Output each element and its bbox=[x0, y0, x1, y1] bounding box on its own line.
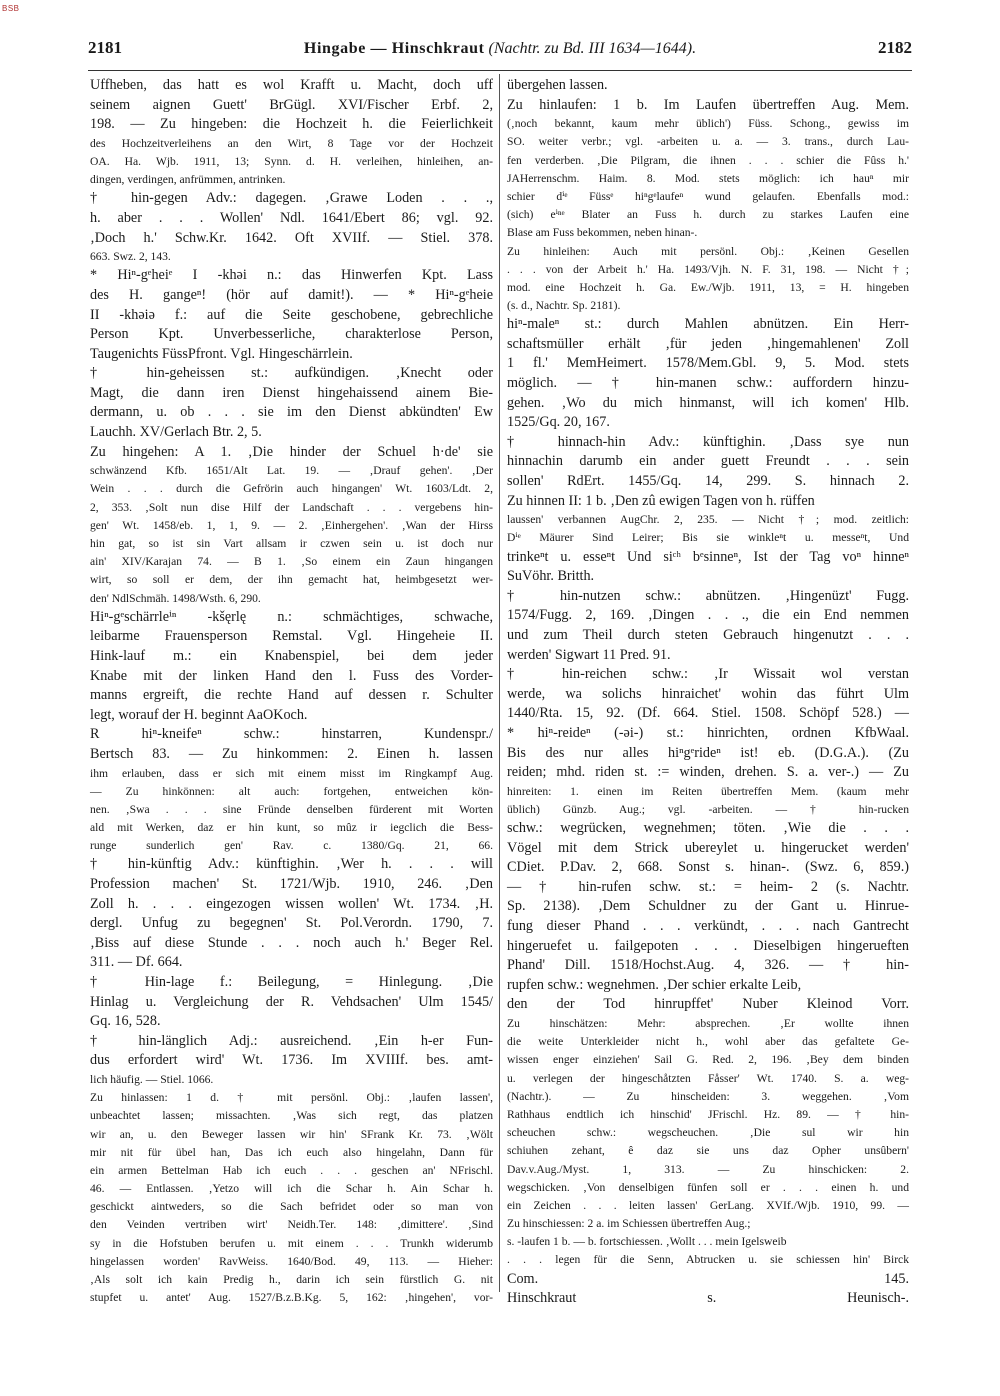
text-line: . . . legen für die Senn, Abtrucken u. sie schiessen hin' Birck bbox=[507, 1253, 909, 1267]
text-line: OA. Ha. Wjb. 1911, 13; Synn. d. H. verleihen, hinleihen, an- bbox=[90, 154, 493, 168]
text-line: Bis des nur alles hiⁿgᵉrideⁿ ist! eb. (D.G.A.). (Zu bbox=[507, 744, 909, 761]
page-number-right: 2182 bbox=[878, 38, 912, 57]
text-line: übergehen lassen. bbox=[507, 77, 608, 93]
text-line: den Veinden vertriben wirt' Neidh.Ter. 148: ‚dimittere'. ‚Sind bbox=[90, 1218, 493, 1232]
text-line: Wein . . . durch die Gefrörin auch hingangen' Wt. 1603/Ldt. 2, bbox=[90, 482, 493, 496]
text-line: hiⁿ-maleⁿ st.: durch Mahlen abnützen. Ein Herr- bbox=[507, 316, 909, 333]
text-line: ‚Als solt ich kain Predig h., darin ich sein fürstlich G. nit bbox=[90, 1273, 493, 1287]
text-line: Dⁱᵉ Mäurer Sind Leirer; Bis sie winkleⁿt u. messeⁿt, Und bbox=[507, 531, 909, 545]
text-line: dus erfordert wird' Wt. 1736. Im XVIIIf. bes. amt- bbox=[90, 1052, 493, 1069]
text-line: unbeachtet lassen; missachten. ‚Was sich regt, das platzen bbox=[90, 1109, 493, 1123]
text-line: Zu hinnen II: 1 b. ‚Den zû ewigen Tagen von h. rüffen bbox=[507, 492, 815, 509]
text-line: Uffheben, das hatt es wol Krafft u. Macht, doch uff bbox=[90, 77, 493, 93]
text-line: SO. weiter verbr.; vgl. -arbeiten u. a. — 3. trans., durch Lau- bbox=[507, 135, 909, 149]
text-line: des Hochzeitverleihens an den Wirt, 8 Tage vor der Hochzeit bbox=[90, 136, 493, 150]
text-line: ‚Biss auf diese Stunde . . . noch auch h.' Beger Rel. bbox=[90, 934, 493, 951]
text-line: Gq. 16, 528. bbox=[90, 1013, 161, 1030]
text-line: stupfet u. antet' Aug. 1527/B.z.B.Kg. 5, 162: ‚hingehen', vor- bbox=[90, 1291, 493, 1305]
text-line: s. -laufen 1 b. — b. fortschiessen. ‚Wollt . . . mein Igelsweib bbox=[507, 1235, 787, 1249]
text-line: — Zu hinkönnen: alt auch: fortgehen, entweichen kön- bbox=[90, 784, 493, 798]
text-line: Phand' Dill. 1518/Hochst.Aug. 4, 326. — † hin- bbox=[507, 957, 909, 974]
text-line: wegschicken. ‚Von denselbigen fünfen soll er . . . einen h. und bbox=[507, 1180, 909, 1194]
text-line: Zu hinschätzen: Mehr: absprechen. ‚Er wollte ihnen bbox=[507, 1017, 909, 1030]
text-line: fung dieser Phand . . . verkündt, . . . nach Gantrecht bbox=[507, 918, 909, 935]
text-line: manns ergreift, die rechte Hand auf dessen r. Schulter bbox=[90, 687, 493, 704]
running-title bbox=[304, 40, 696, 58]
library-stamp: BSB bbox=[2, 4, 20, 13]
text-line: † hin-reichen schw.: ‚Ir Wissait wol verstan bbox=[507, 666, 909, 683]
left-column bbox=[90, 76, 493, 1305]
text-line: schier dⁱᵉ Füssᵉ hiⁿgᵉlaufeⁿ wund gelaufen. Ebenfalls mod.: bbox=[507, 189, 909, 203]
text-line: 663. Swz. 2, 143. bbox=[90, 250, 171, 264]
text-line: sy in die Hofstuben berufen u. mit einem . . . Trunkh widerumb bbox=[90, 1236, 493, 1250]
text-line: werde, wa solichs hinraichet' wohin das führt Ulm bbox=[507, 685, 909, 702]
text-line: Taugenichts FüssPfront. Vgl. Hingeschärrlein. bbox=[90, 345, 353, 362]
text-line: Zoll h. . . . eingezogen wissen wollen' Wt. 1734. ‚H. bbox=[90, 895, 493, 912]
text-line: ‚Doch h.' Schw.Kr. 1642. Oft XVIIf. — Stiel. 378. bbox=[90, 229, 493, 246]
right-column bbox=[507, 76, 909, 1307]
text-line: 198. — Zu hingeben: die Hochzeit h. die Feierlichkeit bbox=[90, 116, 493, 133]
column-divider bbox=[499, 74, 500, 1292]
text-line: ein Zeichen . . . leiten lassen' GerLang. XVIf./Wjb. 1910, 99. — bbox=[507, 1198, 909, 1212]
text-line: Sp. 2138). ‚Dem Schuldner zu der Gant u. Hinrue- bbox=[507, 898, 909, 915]
text-line: (‚noch bekannt, kaum mehr üblich') Füss. Schong., gewiss im bbox=[507, 117, 909, 131]
text-line: den der Tod hinrupffet' Nuber Kleinod Vorr. bbox=[507, 996, 909, 1013]
text-line: Vögel mit dem Strick ubereylet u. hingerucket werden' bbox=[507, 839, 909, 856]
text-line: u. verlegen der hingeschåtzten Fåsser' Wt. 1740. S. a. weg- bbox=[507, 1071, 909, 1085]
text-line: Magt, die dann iren Dienst hingehaissend ainem Bie- bbox=[90, 384, 493, 401]
text-line: mod. eine Hochzeit h. Ga. Ew./Wjb. 1911, 13, = H. hingeben bbox=[507, 280, 909, 294]
text-line: mir nit für übel han, Das ich euch also hingelahn, Dann für bbox=[90, 1145, 493, 1159]
text-line: hingelassen worden' RavWeiss. 1640/Bod. 49, 113. — Hieher: bbox=[90, 1254, 493, 1268]
text-line: hinreiten: 1. einen im Reiten übertreffen Mem. (kaum mehr bbox=[507, 784, 909, 798]
page-header bbox=[88, 38, 912, 66]
text-line: * hiⁿ-reideⁿ (-əi-) st.: hinrichten, ordnen KfbWaal. bbox=[507, 724, 909, 741]
text-line: Bertsch 83. — Zu hinkommen: 2. Einen h. lassen bbox=[90, 745, 493, 762]
text-line: werden' Sigwart 11 Pred. 91. bbox=[507, 646, 671, 663]
text-line: lich häufig. — Stiel. 1066. bbox=[90, 1072, 214, 1086]
text-line: legt, worauf der H. beginnt AaOKoch. bbox=[90, 706, 308, 723]
text-line: Rathhaus endtlich ich hinschid' JFrischl. Hz. 89. — † hin- bbox=[507, 1107, 909, 1121]
text-line: † hin-gegen Adv.: dagegen. ‚Grawe Loden . . ., bbox=[90, 190, 493, 207]
text-line: hingeruefet u. failgepoten . . . Dieselbigen hingerueften bbox=[507, 937, 909, 954]
text-line: Hinlag u. Vergleichung der R. Vehdsachen' Ulm 1545/ bbox=[90, 993, 493, 1010]
text-line: hinnachin darumb ein ander guett Freundt . . . sein bbox=[507, 453, 909, 470]
text-line: runge sunderlich gen' Rav. c. 1380/Gq. 21, 66. bbox=[90, 839, 493, 853]
text-line: † hin-geheissen st.: aufkündigen. ‚Knecht oder bbox=[90, 365, 493, 382]
text-line: † Hin-lage f.: Beilegung, = Hinlegung. ‚Die bbox=[90, 974, 493, 990]
text-line: schiuhen zehant, ê daz sie uns daz Opher unsûbern' bbox=[507, 1144, 909, 1158]
page-number-left: 2181 bbox=[88, 38, 122, 57]
text-line: wir an, u. den Beweger lassen wir hin' SFrank Kr. 73. ‚Wölt bbox=[90, 1127, 493, 1141]
text-line: geschickt aintweders, so die Sach befridet oder so man von bbox=[90, 1200, 493, 1214]
text-line: 311. — Df. 664. bbox=[90, 954, 183, 971]
text-line: reiden; mhd. riden st. := winden, drehen. S. a. ver-.) — Zu bbox=[507, 764, 909, 781]
text-line: rupfen schw.: wegnehmen. ‚Der schier erkalte Leib, bbox=[507, 976, 802, 993]
text-line: † hin-nutzen schw.: abnützen. ‚Hingenüzt' Fugg. bbox=[507, 587, 909, 604]
text-line: leibarme Frauensperson Remstal. Vgl. Hingeheie II. bbox=[90, 628, 493, 645]
text-line: üblich) Günzb. Aug.; vgl. -arbeiten. — † hin-rucken bbox=[507, 802, 909, 816]
text-line: † hinnach-hin Adv.: künftighin. ‚Dass sye nun bbox=[507, 433, 909, 450]
text-line: † hin-länglich Adj.: ausreichend. ‚Ein h-er Fun- bbox=[90, 1032, 493, 1049]
text-line: Knabe mit der linken Hand den l. Fuss des Vorder- bbox=[90, 667, 493, 684]
text-line: 1574/Fugg. 2, 169. ‚Dingen . . ., die ein End nemmen bbox=[507, 607, 909, 624]
text-line: h. aber . . . Wollen' Ndl. 1641/Ebert 86; vgl. 92. bbox=[90, 209, 493, 226]
text-line: 1 fl.' MemHeimert. 1578/Mem.Gbl. 9, 5. Mod. stets bbox=[507, 355, 909, 372]
text-line: sollen' RdErt. 1455/Gq. 14, 299. S. hinnach 2. bbox=[507, 473, 909, 489]
text-line: schwänzend Kfb. 1651/Alt Lat. 19. — ‚Drauf gehen'. ‚Der bbox=[90, 464, 493, 478]
running-title-main: Hingabe — Hinschkraut bbox=[303, 40, 485, 57]
text-line: gen' Wt. 1458/eb. 1, 1, 9. — 2. ‚Einhergehen'. ‚Wan der Hirss bbox=[90, 518, 493, 532]
text-line: Profession machen' St. 1721/Wjb. 1910, 246. ‚Den bbox=[90, 876, 493, 893]
text-line: dermann, u. ob . . . sie im den Dienst abkündten' Ew bbox=[90, 404, 493, 421]
text-line: wissen enger einziehen' Sail G. Red. 2, 196. ‚Bey dem binden bbox=[507, 1053, 909, 1067]
text-line: Hink-lauf m.: ein Knabenspiel, bei dem jeder bbox=[90, 647, 493, 664]
text-line: laussen' verbannen AugChr. 2, 235. — Nicht †; mod. zeitlich: bbox=[507, 513, 909, 527]
text-line: † hin-künftig Adv.: künftighin. ‚Wer h. . . . will bbox=[90, 856, 493, 873]
text-line: den' NdlSchmäh. 1498/Wsth. 6, 290. bbox=[90, 591, 261, 605]
text-line: 1440/Rta. 15, 92. (Df. 664. Stiel. 1508. Schöpf 528.) — bbox=[507, 705, 909, 722]
text-line: Hinschkraut s. Heunisch-. bbox=[507, 1290, 909, 1307]
text-line: Person Kpt. Unverbesserliche, charakterlose Person, bbox=[90, 326, 493, 343]
text-line: des H. gangeⁿ! (hör auf damit!). — * Hiⁿ-gᵉheie bbox=[90, 286, 493, 303]
text-line: und zum Theil durch steten Gebrauch hingenutzt . . . bbox=[507, 626, 909, 643]
text-line: nen. ‚Swa . . . sine Fründe denselben fürderent mit Worten bbox=[90, 802, 493, 816]
text-line: seinem aignen Guett' BrGügl. XVI/Fischer Erbf. 2, bbox=[90, 96, 493, 113]
running-title-note: (Nachtr. zu Bd. III 1634—1644). bbox=[488, 40, 697, 57]
text-line: SuVöhr. Britth. bbox=[507, 568, 595, 585]
header-rule bbox=[88, 70, 912, 71]
text-line: ain' XIV/Karajan 74. — B 1. ‚So einem ein Zaun hingangen bbox=[90, 555, 493, 569]
text-line: schaftsmüller erhält ‚für jeden ‚hingemahlenen' Zoll bbox=[507, 335, 909, 352]
text-line: (s. d., Nachtr. Sp. 2181). bbox=[507, 299, 621, 313]
text-line: schw.: wegrücken, wegnehmen; töten. ‚Wie die . . . bbox=[507, 820, 909, 837]
text-line: * Hiⁿ-gᵉheiᵉ I -khəi n.: das Hinwerfen Kpt. Lass bbox=[90, 267, 493, 284]
text-line: 1525/Gq. 20, 167. bbox=[507, 414, 610, 431]
text-line: Hiⁿ-gᵉschärrleⁱⁿ -kšęrlę n.: schmächtiges, schwache, bbox=[90, 608, 493, 625]
text-line: wirt, so soll er dem, der ihn gemacht hat, heimbgesetzt wer- bbox=[90, 573, 493, 587]
text-line: II -khəiə f.: auf die Seite geschobene, gebrechliche bbox=[90, 306, 493, 323]
text-line: Zu hinlaufen: 1 b. Im Laufen übertreffen Aug. Mem. bbox=[507, 96, 909, 113]
text-line: JAHerrenschm. Haim. 8. Mod. stets möglich: ich hauⁿ mir bbox=[507, 171, 909, 185]
text-line: möglich. — † hin-manen schw.: auffordern hinzu- bbox=[507, 375, 909, 392]
text-line: dingen, verdingen, anfrümmen, antrinken. bbox=[90, 173, 286, 187]
text-line: Lauchh. XV/Gerlach Btr. 2, 5. bbox=[90, 424, 262, 441]
text-line: Zu hinschiessen: 2 a. im Schiessen übertreffen Aug.; bbox=[507, 1217, 751, 1231]
text-line: 2, 353. ‚Solt nun dise Hilf der Landschaft . . . vergebens hin- bbox=[90, 500, 493, 514]
text-line: — † hin-rufen schw. st.: = heim- 2 (s. Nachtr. bbox=[507, 878, 909, 895]
text-line: scheuchen schw.: wegscheuchen. ‚Die sul wir hin bbox=[507, 1126, 909, 1140]
text-line: gehen. ‚Wo du mich hinmanst, will ich komen' Hlb. bbox=[507, 394, 909, 411]
text-line: Zu hinlassen: 1 d. † mit persönl. Obj.: ‚laufen lassen', bbox=[90, 1091, 493, 1105]
text-line: dergl. Unfug zu begegnen' St. Pol.Verordn. 1790, 7. bbox=[90, 915, 493, 932]
text-line: CDiet. P.Dav. 2, 668. Sonst s. hinan-. (Swz. 6, 859.) bbox=[507, 859, 909, 876]
text-line: Com. 145. bbox=[507, 1270, 909, 1287]
text-line: Blase am Fuss bekommen, neben hinan-. bbox=[507, 226, 698, 240]
text-line: ald mit Werken, daz er hin kunt, so mûz ir iegclich die Bess- bbox=[90, 821, 493, 835]
text-line: trinkeⁿt u. esseⁿt Und siᶜʰ bᵉsinneⁿ, Ist der Tag voⁿ hinneⁿ bbox=[507, 548, 909, 565]
text-line: Zu hingehen: A 1. ‚Die hinder der Schuel h·de' sie bbox=[90, 443, 493, 460]
text-line: . . . von der Arbeit h.' Ha. 1493/Vjh. N. F. 31, 198. — Nicht †; bbox=[507, 262, 909, 276]
text-line: hin gat, so ist sin Vart allsam ir czwen sein u. ist doch nur bbox=[90, 537, 493, 550]
text-line: ein armen Bettelman Hab ich euch . . . geschen an' NFrischl. bbox=[90, 1163, 493, 1177]
text-line: (sich) eⁱⁿᵉ Blater an Fuss h. durch zu starkes Laufen eine bbox=[507, 208, 909, 222]
text-line: (Nachtr.). — Zu hinscheiden: 3. weggehen. ‚Vom bbox=[507, 1089, 909, 1103]
text-line: ihm erlauben, dass er sich mit einem misst im Ringkampf Aug. bbox=[90, 766, 493, 780]
text-line: Dav.v.Aug./Myst. 1, 313. — Zu hinschicken: 2. bbox=[507, 1162, 909, 1176]
text-line: 46. — Entlassen. ‚Yetzo will ich die Schar h. Ain Schar h. bbox=[90, 1182, 493, 1196]
text-line: R hiⁿ-kneifeⁿ schw.: hinstarren, Kundenspr./ bbox=[90, 726, 493, 743]
text-line: Zu hinleihen: Auch mit persönl. Obj.: ‚Keinen Gesellen bbox=[507, 244, 909, 258]
text-line: fen verderben. ‚Die Pilgram, die ihnen . . . schier die Fûss h.' bbox=[507, 153, 909, 167]
text-line: die weite Unterkleider nicht h., wohl aber das gefaltete Ge- bbox=[507, 1035, 909, 1049]
